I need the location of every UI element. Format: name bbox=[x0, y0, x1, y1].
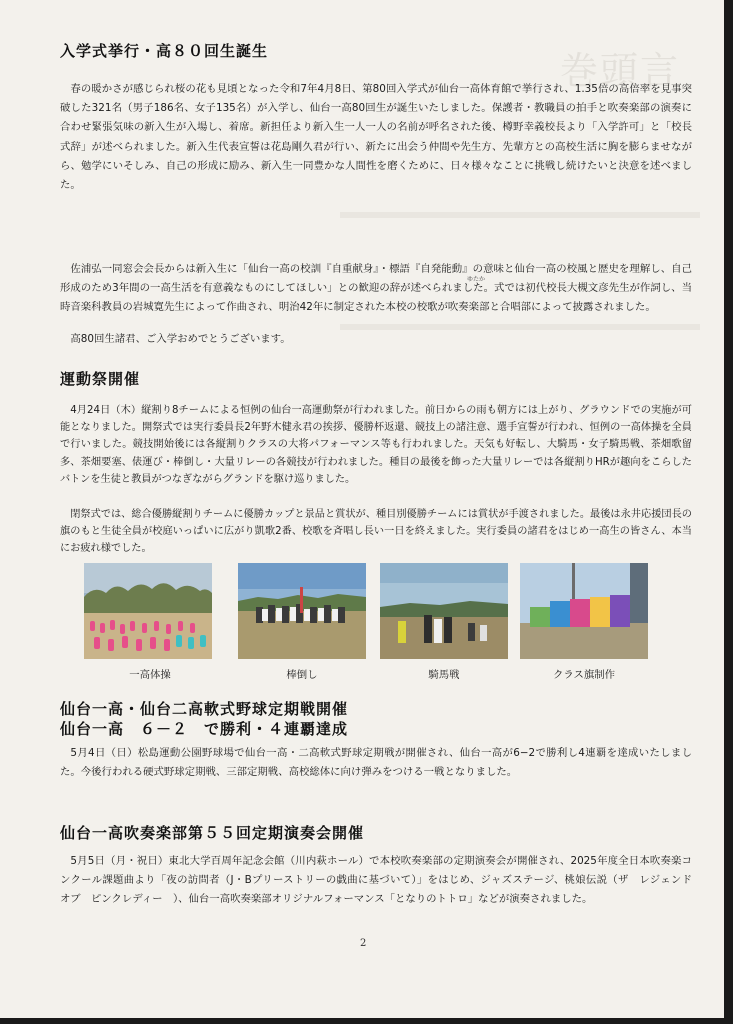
sports-paragraph-2: 閉祭式では、総合優勝縦割りチームに優勝カップと景品と賞状が、種目別優勝チームには賞状が手渡されました。最後は永井応援団長の旗のもと生徒全員が校庭いっぱいに広がり凱歌2番、校歌を斉唱し長い一日を終えました。実行委員の諸君をはじめ一高生の皆さん、本当にお疲れ様でした。 bbox=[60, 509, 692, 555]
baseball-section-subtitle: 仙台一高 ６－２ で勝利・４連覇達成 bbox=[60, 720, 349, 738]
photo-pole-topple bbox=[238, 563, 366, 659]
photo-cavalry-battle bbox=[380, 563, 508, 659]
entrance-paragraph-2: 佐浦弘一同窓会会長からは新入生に「仙台一高の校訓『自重献身』・標語『自発能動』の意味と仙台一高の校風と歴史を理解し、自己形成のため3年間の一高生活を有意義なものにしてほしい」との歓迎の辞が述べられました。式では初代校長大槻文彦先生が作詞し、当時音楽科教員の岩城寛先生によって作曲され、明治42年に制定された本校の校歌が吹奏楽部と合唱部によって披露されました。 bbox=[60, 263, 692, 314]
photo-caption: クラス旗制作 bbox=[552, 669, 616, 681]
band-section-title: 仙台一高吹奏楽部第５５回定期演奏会開催 bbox=[60, 824, 365, 842]
ruby-annotation: ゆたか bbox=[467, 276, 486, 283]
band-paragraph: 5月5日（月・祝日）東北大学百周年記念会館（川内萩ホール）で本校吹奏楽部の定期演奏会が開催され、2025年度全日本吹奏楽コンクール課題曲より「夜の訪問者（J・Bプリーストリーの戯曲に基づいて）」をはじめ、ジャズステージ、桃娘伝説（ザ レジェンド オブ ピンクレディー ）、仙台一高吹奏楽部オリジナルフォーマンス「となりのトトロ」などが演奏されました。 bbox=[60, 855, 703, 906]
photo-caption: 騎馬戦 bbox=[428, 669, 460, 681]
photo-caption: 一高体操 bbox=[129, 669, 171, 681]
sports-paragraph-1: 4月24日（木）縦割り8チームによる恒例の仙台一高運動祭が行われました。前日からの雨も朝方には上がり、グラウンドでの実施が可能となりました。開祭式では実行委員長2年野木健永君の挨拶、優勝杯返還、競技上の諸注意、選手宣誓が行われ、恒例の一高体操を全員で行いました。競技開始後には各縦割りクラスの大将パフォーマンス等も行われました。天気も好転し、大騎馬・女子騎馬戦、茶畑歌留多、茶畑要塞、俵運び・棒倒し・大量リレーの各競技が行われました。種目の最後を飾った大量リレーでは各縦割りHRが趣向をこらしたバトンを生徒と教員がつなぎながらグランドを駆け巡りました。 bbox=[60, 405, 692, 485]
bleed-through-line bbox=[340, 212, 700, 218]
entrance-paragraph-3: 高80回生諸君、ご入学おめでとうございます。 bbox=[70, 333, 291, 345]
photo-exercise bbox=[84, 563, 212, 659]
baseball-section-title: 仙台一高・仙台二高軟式野球定期戦開催 bbox=[60, 700, 349, 718]
sports-section-title: 運動祭開催 bbox=[60, 370, 141, 388]
baseball-paragraph: 5月4日（日）松島運動公園野球場で仙台一高・二高軟式野球定期戦が開催され、仙台一高が6−2で勝利し4連覇を達成いたしました。今後行われる硬式野球定期戦、三部定期戦、高校総体に向け弾みをつける一戦となりました。 bbox=[60, 747, 692, 779]
page-number: 2 bbox=[360, 938, 367, 949]
bleed-through-watermark: 巻頭言 bbox=[560, 49, 681, 93]
entrance-paragraph-1: 春の暖かさが感じられ桜の花も見頃となった令和7年4月8日、第80回入学式が仙台一高体育館で挙行され、1.35倍の高倍率を見事突破した321名（男子186名、女子135名）が入学し、仙台一高80回生が誕生いたしました。保護者・教職員の拍手と吹奏楽部の演奏に合わせ緊張気味の新入生が入場し、着席。新担任より新入生一人一人の名前が呼名された後、樽野幸義校長より「入学許可」と「校長式辞」が述べられました。新入生代表宣誓は花島剛久君が行い、新たに出会う仲間や先生方、先輩方との高校生活に胸を膨らませながら、勉学にいそしみ、自己の形成に励み、新入生一同豊かな人間性を磨くために、日々様々なことに挑戦し続けたいと決意を述べました。 bbox=[60, 83, 692, 192]
photo-caption: 棒倒し bbox=[286, 669, 318, 681]
photo-class-flag bbox=[520, 563, 648, 659]
entrance-section-title: 入学式挙行・高８０回生誕生 bbox=[60, 42, 269, 60]
